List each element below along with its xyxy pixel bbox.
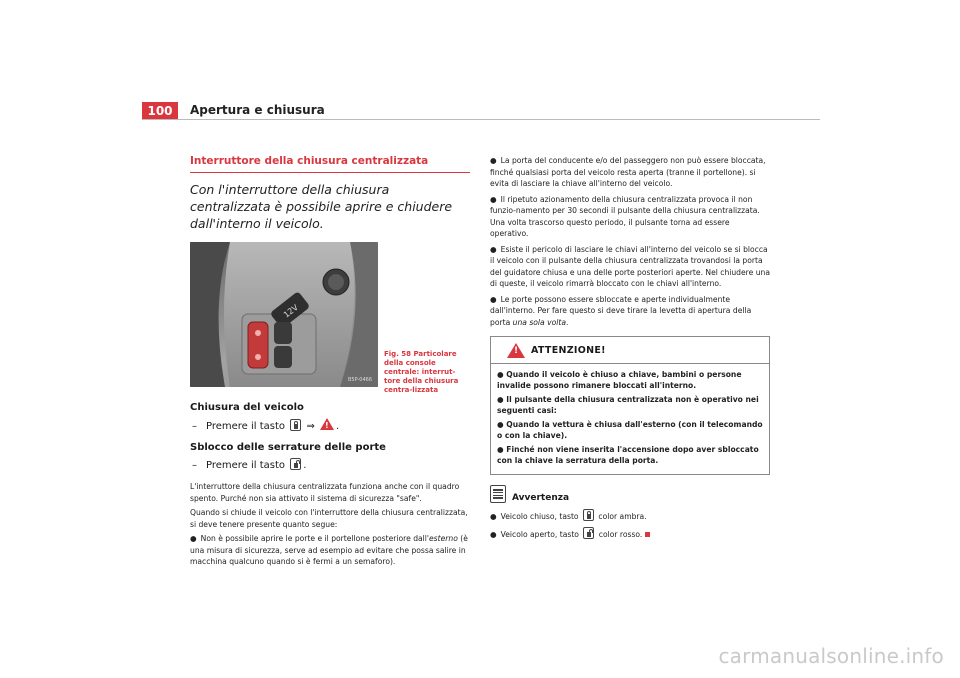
list-item: ● Non è possibile aprire le porte e il portellone posteriore dall'esterno (è una misura di sicurezza, serve ad esempio ad evitare che possa salire in macchina qualcuno quando si è fermi a un semaforo). xyxy=(190,534,468,566)
lock-heading: Chiusura del veicolo xyxy=(190,402,304,413)
warning-icon xyxy=(320,418,334,430)
paragraph: Quando si chiude il veicolo con l'interruttore della chiusura centralizzata, si deve tenere presente quanto segue: xyxy=(190,508,468,529)
warning-triangle-icon xyxy=(507,343,525,358)
lock-step-text: Premere il tasto xyxy=(206,421,286,432)
warning-item: ● Finché non viene inserita l'accensione dopo aver sbloccato con la chiave la serratura della porta. xyxy=(497,445,759,465)
console-switch-illustration xyxy=(190,242,378,387)
warning-item: ● Il pulsante della chiusura centralizzata non è operativo nei seguenti casi: xyxy=(497,395,759,415)
see-arrow: ⇒ xyxy=(306,421,315,432)
note-header xyxy=(490,485,770,503)
warning-item: ● Quando il veicolo è chiuso a chiave, bambini o persone invalide possono rimanere bloccati all'interno. xyxy=(497,370,742,390)
list-item: ● Le porte possono essere sbloccate e aperte individualmente dall'interno. Per fare questo si deve tirare la levetta di apertura della porta una sola volta. xyxy=(490,294,752,327)
bullet-dot: ● xyxy=(190,534,197,543)
step-dash: – xyxy=(192,421,197,432)
list-item: ● Veicolo chiuso, tasto color ambra. xyxy=(490,509,770,523)
figure-code: B5P-0466 xyxy=(347,377,372,383)
figure-caption: Fig. 58 Particolare della console centrale: interrut-tore della chiusura centra-lizzata xyxy=(384,350,459,394)
lock-key-icon xyxy=(290,419,301,431)
warning-header xyxy=(491,343,769,364)
warning-title: ATTENZIONE! xyxy=(531,345,606,356)
right-column xyxy=(490,155,770,544)
end-of-section-mark xyxy=(645,532,650,537)
bullet-dot: ● xyxy=(490,529,497,539)
left-column xyxy=(190,155,470,572)
list-item: ● La porta del conducente e/o del passeggero non può essere bloccata, finché qualsiasi porta del veicolo resta aperta (tranne il portellone). si evita di lasciare la chiave all'interno del veicolo. xyxy=(490,156,766,188)
bullet-dot: ● xyxy=(490,156,497,165)
page-header-title: Apertura e chiusura xyxy=(190,103,325,117)
bullet-dot: ● xyxy=(490,194,497,204)
unlock-key-icon xyxy=(583,527,594,539)
section-lead: Con l'interruttore della chiusura centralizzata è possibile aprire e chiudere dall'interno il veicolo. xyxy=(190,182,453,231)
paragraph: L'interruttore della chiusura centralizzata funziona anche con il quadro spento. Purché non sia attivato il sistema di sicurezza "safe". xyxy=(190,482,460,503)
step-dash: – xyxy=(192,460,197,471)
lock-step: – Premere il tasto ⇒ ! . xyxy=(190,418,470,434)
list-item: ● Veicolo aperto, tasto color rosso. xyxy=(490,527,770,541)
unlock-step-text: Premere il tasto xyxy=(206,460,286,471)
unlock-heading: Sblocco delle serrature delle porte xyxy=(190,442,386,453)
watermark: carmanualsonline.info xyxy=(718,644,944,668)
note-icon xyxy=(490,485,506,503)
unlock-key-icon xyxy=(290,458,301,470)
console-photo xyxy=(190,242,378,387)
list-item: ● Il ripetuto azionamento della chiusura centralizzata provoca il non funzio-namento per 30 secondi il pulsante della chiusura centralizzata. Una volta trascorso questo periodo, il pulsante torna ad essere operativo. xyxy=(490,194,760,238)
svg-text:12V: 12V xyxy=(281,302,300,320)
figure-58 xyxy=(190,242,470,394)
note-title: Avvertenza xyxy=(512,493,570,503)
lock-key-icon xyxy=(583,509,594,521)
warning-box xyxy=(490,336,770,475)
unlock-step: – Premere il tasto . xyxy=(192,460,307,471)
list-item: ● Esiste il pericolo di lasciare le chiavi all'interno del veicolo se si blocca il veicolo con il pulsante della chiusura centralizzata trovandosi la porta del guidatore chiusa e una delle porte posteriori aperte. Nel chiudere una di queste, il veicolo rimarrà bloccato con le chiavi all'interno. xyxy=(490,244,770,288)
page-number: 100 xyxy=(142,102,178,120)
header-divider xyxy=(142,119,820,120)
section-title: Interruttore della chiusura centralizzata xyxy=(190,155,470,173)
warning-item: ● Quando la vettura è chiusa dall'esterno (con il telecomando o con la chiave). xyxy=(497,420,763,440)
bullet-dot: ● xyxy=(490,294,497,304)
bullet-dot: ● xyxy=(490,244,497,254)
bullet-dot: ● xyxy=(490,512,497,521)
